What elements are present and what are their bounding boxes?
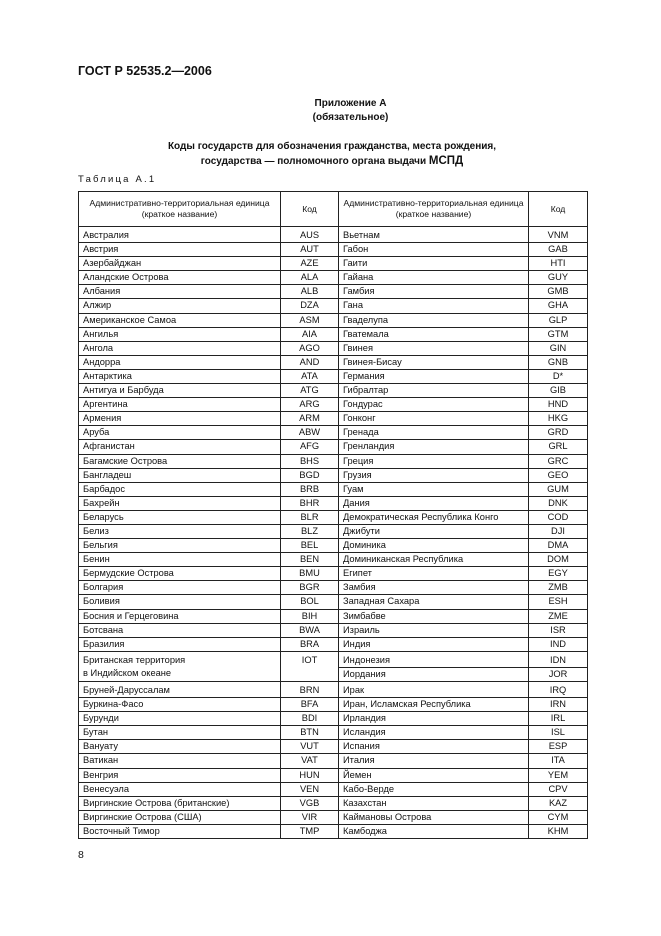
row-name-left: Ангилья <box>79 327 281 341</box>
row-name-right: Иран, Исламская Республика <box>339 698 529 712</box>
row-name-left: Бермудские Острова <box>79 567 281 581</box>
section-title <box>78 139 586 169</box>
row-code-right: EGY <box>529 567 588 581</box>
row-code-left: BLZ <box>281 524 339 538</box>
row-code-right: GRC <box>529 454 588 468</box>
row-name-right: Германия <box>339 369 529 383</box>
row-name-right: Кабо-Верде <box>339 782 529 796</box>
row-name-left: Боливия <box>79 595 281 609</box>
table-row <box>79 454 588 468</box>
row-code-right: IRL <box>529 712 588 726</box>
row-name-left: Аргентина <box>79 398 281 412</box>
table-row <box>79 539 588 553</box>
row-name-left: Австрия <box>79 243 281 257</box>
row-name-left: Болгария <box>79 581 281 595</box>
row-name-right: Доминика <box>339 539 529 553</box>
row-name-left: Алжир <box>79 299 281 313</box>
table-row <box>79 257 588 271</box>
row-code-left: IOT <box>281 651 339 681</box>
table-row <box>79 227 588 243</box>
row-code-right: YEM <box>529 768 588 782</box>
header-code-right: Код <box>529 192 588 227</box>
table-row <box>79 581 588 595</box>
table-row <box>79 412 588 426</box>
row-name-left: Аруба <box>79 426 281 440</box>
table-row <box>79 567 588 581</box>
table-body-merged <box>79 651 588 681</box>
row-code-right: ESP <box>529 740 588 754</box>
row-code-left: HUN <box>281 768 339 782</box>
row-name-right: Гватемала <box>339 327 529 341</box>
row-code-right: DMA <box>529 539 588 553</box>
row-code-left: VEN <box>281 782 339 796</box>
row-code-right: IDN <box>529 651 588 667</box>
row-code-left: BTN <box>281 726 339 740</box>
merged-name-line1: Британская территория <box>83 654 186 665</box>
table-row <box>79 468 588 482</box>
row-name-right: Гондурас <box>339 398 529 412</box>
table-row <box>79 355 588 369</box>
row-name-left: Бурунди <box>79 712 281 726</box>
row-name-right: Казахстан <box>339 796 529 810</box>
row-code-left: BHS <box>281 454 339 468</box>
table-row <box>79 524 588 538</box>
row-code-left: AGO <box>281 341 339 355</box>
row-code-right: D* <box>529 369 588 383</box>
row-name-right: Исландия <box>339 726 529 740</box>
header-name-right: Административно-территориальная единица (краткое название) <box>339 192 529 227</box>
table-header-row <box>79 192 588 227</box>
row-code-right: ISL <box>529 726 588 740</box>
row-code-right: IRN <box>529 698 588 712</box>
row-code-right: ITA <box>529 754 588 768</box>
table-row <box>79 369 588 383</box>
row-name-right: Гваделупа <box>339 313 529 327</box>
row-code-right: DNK <box>529 496 588 510</box>
section-title-line2-text: государства — полномочного органа выдачи <box>200 156 427 167</box>
row-name-right: Зимбабве <box>339 609 529 623</box>
row-code-right: DJI <box>529 524 588 538</box>
row-name-right: Индия <box>339 637 529 651</box>
table-row <box>79 482 588 496</box>
row-name-left: Андорра <box>79 355 281 369</box>
table-row <box>79 271 588 285</box>
row-name-right: Грузия <box>339 468 529 482</box>
table-row <box>79 440 588 454</box>
annex-heading <box>0 97 661 125</box>
row-name-left: Бельгия <box>79 539 281 553</box>
row-name-left: Багамские Острова <box>79 454 281 468</box>
row-name-left: Виргинские Острова (британские) <box>79 796 281 810</box>
table-row <box>79 768 588 782</box>
row-name-right: Йемен <box>339 768 529 782</box>
row-name-left: Ангола <box>79 341 281 355</box>
row-code-left: TMP <box>281 824 339 838</box>
row-code-left: VAT <box>281 754 339 768</box>
table-row <box>79 637 588 651</box>
table-row <box>79 398 588 412</box>
row-name-left: Бенин <box>79 553 281 567</box>
section-title-line2 <box>78 154 586 169</box>
row-code-right: COD <box>529 510 588 524</box>
row-code-right: GTM <box>529 327 588 341</box>
row-name-left <box>79 651 281 681</box>
row-name-right: Испания <box>339 740 529 754</box>
row-name-right: Доминиканская Республика <box>339 553 529 567</box>
row-code-right: KHM <box>529 824 588 838</box>
row-code-right: HTI <box>529 257 588 271</box>
row-name-left: Ватикан <box>79 754 281 768</box>
row-code-left: AFG <box>281 440 339 454</box>
row-code-left: BIH <box>281 609 339 623</box>
row-name-right: Ирак <box>339 682 529 698</box>
row-name-right: Дания <box>339 496 529 510</box>
row-code-left: ATA <box>281 369 339 383</box>
row-code-left: BGR <box>281 581 339 595</box>
row-name-left: Венгрия <box>79 768 281 782</box>
row-name-left: Бразилия <box>79 637 281 651</box>
row-code-left: BOL <box>281 595 339 609</box>
row-code-left: BMU <box>281 567 339 581</box>
row-name-left: Австралия <box>79 227 281 243</box>
row-name-right: Египет <box>339 567 529 581</box>
row-name-left: Восточный Тимор <box>79 824 281 838</box>
table-row <box>79 824 588 838</box>
row-name-right: Гвинея <box>339 341 529 355</box>
row-name-right: Гаити <box>339 257 529 271</box>
country-codes-table <box>78 191 588 839</box>
row-name-left: Буркина-Фасо <box>79 698 281 712</box>
row-code-left: BEN <box>281 553 339 567</box>
row-name-right: Западная Сахара <box>339 595 529 609</box>
row-name-left: Афганистан <box>79 440 281 454</box>
row-name-right: Гренландия <box>339 440 529 454</box>
row-name-left: Бруней-Даруссалам <box>79 682 281 698</box>
table-row <box>79 384 588 398</box>
table-row <box>79 313 588 327</box>
row-code-left: BRA <box>281 637 339 651</box>
row-code-left: BHR <box>281 496 339 510</box>
table-row <box>79 682 588 698</box>
row-code-left: ABW <box>281 426 339 440</box>
table-row <box>79 623 588 637</box>
row-name-left: Ботсвана <box>79 623 281 637</box>
row-code-right: GIN <box>529 341 588 355</box>
row-name-left: Антигуа и Барбуда <box>79 384 281 398</box>
row-code-left: VIR <box>281 810 339 824</box>
row-name-left: Антарктика <box>79 369 281 383</box>
row-code-left: ALB <box>281 285 339 299</box>
row-name-left: Бангладеш <box>79 468 281 482</box>
row-code-right: ISR <box>529 623 588 637</box>
row-code-left: BGD <box>281 468 339 482</box>
row-name-right: Иордания <box>339 667 529 681</box>
row-code-right: HKG <box>529 412 588 426</box>
row-name-right: Гуам <box>339 482 529 496</box>
row-name-right: Вьетнам <box>339 227 529 243</box>
row-code-left: VGB <box>281 796 339 810</box>
row-code-right: HND <box>529 398 588 412</box>
table-row <box>79 754 588 768</box>
row-name-left: Албания <box>79 285 281 299</box>
row-code-right: GEO <box>529 468 588 482</box>
row-code-left: ASM <box>281 313 339 327</box>
table-row <box>79 426 588 440</box>
table-row <box>79 740 588 754</box>
row-code-left: BEL <box>281 539 339 553</box>
row-code-left: BDI <box>281 712 339 726</box>
row-code-right: DOM <box>529 553 588 567</box>
table-row <box>79 796 588 810</box>
row-code-right: KAZ <box>529 796 588 810</box>
row-name-right: Джибути <box>339 524 529 538</box>
row-code-right: GLP <box>529 313 588 327</box>
row-code-right: GHA <box>529 299 588 313</box>
row-code-left: BRB <box>281 482 339 496</box>
row-code-right: GRL <box>529 440 588 454</box>
row-code-right: GAB <box>529 243 588 257</box>
table-label: Таблица А.1 <box>78 174 157 185</box>
row-name-right: Италия <box>339 754 529 768</box>
header-name-left: Административно-территориальная единица (краткое название) <box>79 192 281 227</box>
row-name-right: Замбия <box>339 581 529 595</box>
row-code-left: AND <box>281 355 339 369</box>
row-code-right: ZME <box>529 609 588 623</box>
row-name-left: Белиз <box>79 524 281 538</box>
row-code-right: GMB <box>529 285 588 299</box>
row-name-right: Гана <box>339 299 529 313</box>
row-name-right: Камбоджа <box>339 824 529 838</box>
row-name-left: Вануату <box>79 740 281 754</box>
row-code-right: ZMB <box>529 581 588 595</box>
row-code-left: BWA <box>281 623 339 637</box>
row-name-right: Индонезия <box>339 651 529 667</box>
row-code-right: GNB <box>529 355 588 369</box>
row-name-right: Гибралтар <box>339 384 529 398</box>
row-code-right: CYM <box>529 810 588 824</box>
row-code-right: JOR <box>529 667 588 681</box>
row-name-right: Каймановы Острова <box>339 810 529 824</box>
table-row <box>79 285 588 299</box>
row-name-right: Гамбия <box>339 285 529 299</box>
row-name-right: Габон <box>339 243 529 257</box>
row-code-left: BRN <box>281 682 339 698</box>
row-name-left: Азербайджан <box>79 257 281 271</box>
table-row <box>79 510 588 524</box>
row-code-right: GUY <box>529 271 588 285</box>
table-row <box>79 651 588 667</box>
row-code-right: VNM <box>529 227 588 243</box>
row-name-left: Босния и Герцеговина <box>79 609 281 623</box>
row-code-left: AUS <box>281 227 339 243</box>
row-name-right: Греция <box>339 454 529 468</box>
row-code-left: AIA <box>281 327 339 341</box>
row-code-left: VUT <box>281 740 339 754</box>
table-row <box>79 327 588 341</box>
row-name-left: Беларусь <box>79 510 281 524</box>
table-row <box>79 782 588 796</box>
row-code-left: AUT <box>281 243 339 257</box>
row-name-left: Виргинские Острова (США) <box>79 810 281 824</box>
row-name-left: Армения <box>79 412 281 426</box>
table-row <box>79 726 588 740</box>
table-body-main <box>79 227 588 652</box>
section-title-abbreviation: МСПД <box>428 155 464 167</box>
table-row <box>79 299 588 313</box>
row-code-right: GRD <box>529 426 588 440</box>
row-name-left: Американское Самоа <box>79 313 281 327</box>
row-code-right: IND <box>529 637 588 651</box>
row-name-right: Гвинея-Бисау <box>339 355 529 369</box>
row-name-right: Гонконг <box>339 412 529 426</box>
row-name-left: Венесуэла <box>79 782 281 796</box>
row-name-right: Израиль <box>339 623 529 637</box>
row-code-left: BLR <box>281 510 339 524</box>
table-row <box>79 243 588 257</box>
page-number: 8 <box>78 849 84 861</box>
merged-name-line2: в Индийском океане <box>83 667 172 678</box>
row-code-left: ALA <box>281 271 339 285</box>
row-name-right: Ирландия <box>339 712 529 726</box>
row-code-right: IRQ <box>529 682 588 698</box>
row-name-right: Демократическая Республика Конго <box>339 510 529 524</box>
document-standard-header: ГОСТ Р 52535.2—2006 <box>78 64 212 78</box>
row-code-right: ESH <box>529 595 588 609</box>
row-name-left: Аландские Острова <box>79 271 281 285</box>
row-code-left: ATG <box>281 384 339 398</box>
row-name-right: Гренада <box>339 426 529 440</box>
table-row <box>79 553 588 567</box>
row-code-left: BFA <box>281 698 339 712</box>
table-row <box>79 712 588 726</box>
table-row <box>79 698 588 712</box>
annex-title: Приложение А <box>314 98 387 109</box>
table-row <box>79 609 588 623</box>
row-code-right: GUM <box>529 482 588 496</box>
table-row <box>79 810 588 824</box>
header-code-left: Код <box>281 192 339 227</box>
row-name-left: Бахрейн <box>79 496 281 510</box>
row-code-right: GIB <box>529 384 588 398</box>
row-code-right: CPV <box>529 782 588 796</box>
row-name-right: Гайана <box>339 271 529 285</box>
row-code-left: DZA <box>281 299 339 313</box>
section-title-line1: Коды государств для обозначения гражданства, места рождения, <box>167 141 497 152</box>
row-code-left: ARM <box>281 412 339 426</box>
table-row <box>79 595 588 609</box>
table-body-after <box>79 682 588 839</box>
table-row <box>79 341 588 355</box>
row-code-left: ARG <box>281 398 339 412</box>
row-name-left: Бутан <box>79 726 281 740</box>
row-code-left: AZE <box>281 257 339 271</box>
row-name-left: Барбадос <box>79 482 281 496</box>
annex-status: (обязательное) <box>312 112 389 123</box>
table-row <box>79 496 588 510</box>
